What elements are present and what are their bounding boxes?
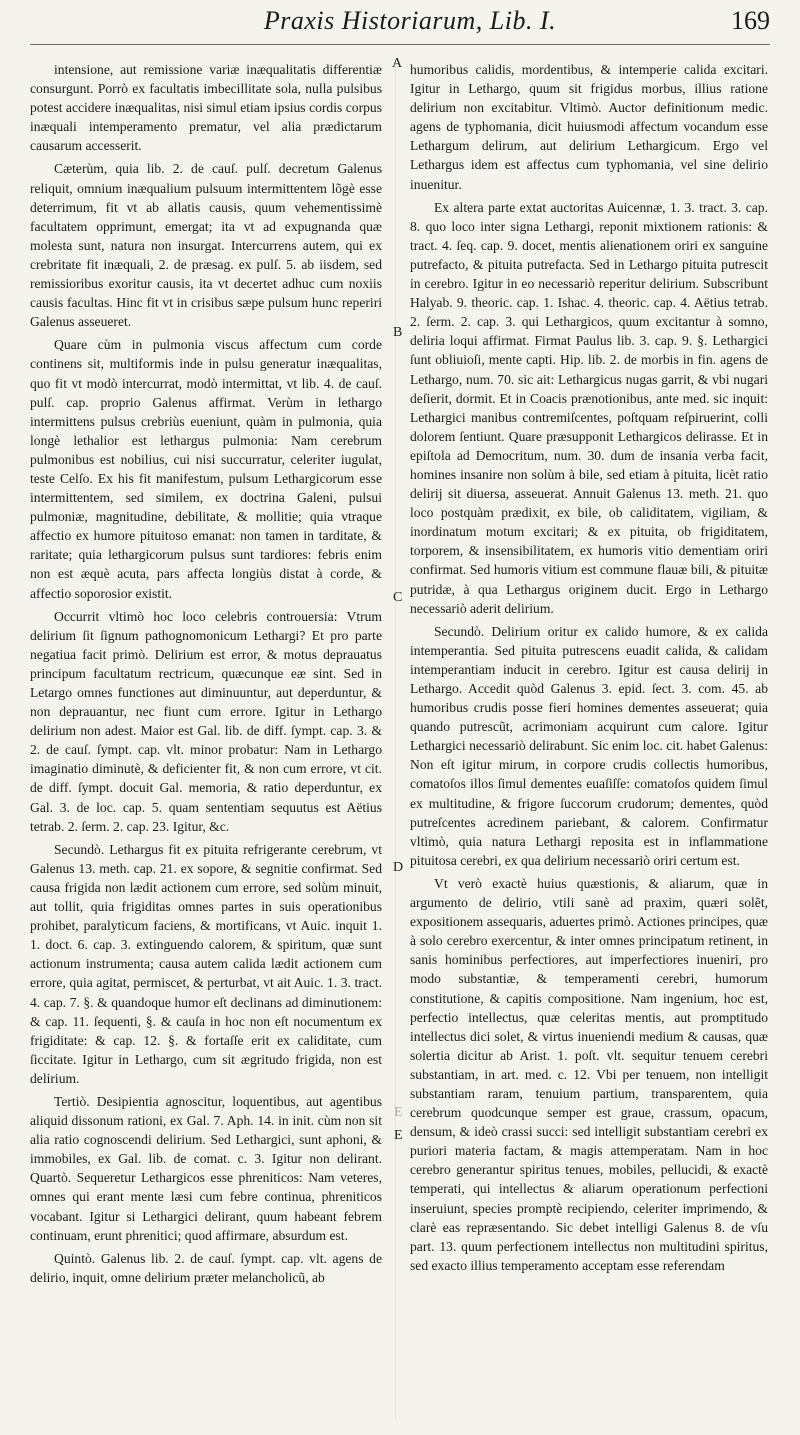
margin-letter-d: D [393, 860, 404, 875]
margin-letter-c: C [393, 590, 403, 605]
margin-letter-e: E [394, 1128, 403, 1143]
paragraph: intensione, aut remissione variæ inæqualitatis differentiæ consurgunt. Porrò ex facultatis imbecillitate sola, nulla pulsibus potest accidere inæqualitas, nisi simul etiam ipsius cordis corpus inæquali intemperamento prematur, vel alia prædictarum causarum accesserit. [30, 62, 382, 154]
paragraph: Secundò. Lethargus fit ex pituita refrigerante cerebrum, vt Galenus 13. meth. cap. 21. ex sopore, & segnitie confirmat. Sed causa frigida non lædit actionem cum errore, sed solùm minuit, aut tollit, quia frigiditas omnes partes in suis operationibus prohibet, paralyticum faciens, & mortificans, vt Auic. inquit 1. 1. doct. 6. cap. 3. extinguendo calorem, & spiritum, quæ sunt actionum instrumenta; causa autem calida lædit actionem cum errore, quia agitat, permiscet, & perturbat, vt ait Auic. 1. 3. tract. 4. cap. 7. §. & quandoque humor eſt declinans ad diminutionem: & cap. 11. ſequenti, §. & cauſa in hoc non eſt nocumentum ex frigiditate: & cap. 12. §. & fortaſſe erit ex caliditate, cum ſiccitate. Igitur in Lethargo, cum sit ægritudo frigida, non est delirium. [30, 841, 382, 1086]
margin-letter-b: B [393, 325, 403, 340]
page-header [0, 6, 800, 42]
paragraph: Tertiò. Desipientia agnoscitur, loquentibus, aut agentibus aliquid dissonum rationi, ex Gal. 7. Aph. 14. in init. cùm non sit alia ratio cognoscendi delirium. Sed Lethargici, sunt aphoni, & immobiles, ex Gal. lib. de comat. c. 3. Igitur non delirant. Quartò. Sequeretur Lethargicos esse phreniticos: Nam veteres, omnes qui erant mente læsi cum febre continua, phreniticos vocabant. Igitur si Lethargici delirant, quum habeant febrem continuam, erunt phrenitici; quod affirmare, absurdum est. [30, 1093, 382, 1243]
page-number: 169 [731, 6, 770, 35]
paragraph: Quintò. Galenus lib. 2. de cauſ. ſympt. cap. vlt. agens de delirio, inquit, omne delirium præter melancholicũ, ab [30, 1250, 382, 1285]
left-text-column [30, 60, 382, 1430]
margin-letter-e-faint: E [394, 1105, 403, 1120]
paragraph: Ex altera parte extat auctoritas Auicennæ, 1. 3. tract. 3. cap. 8. quo loco inter signa Lethargi, reponit mixtionem rationis: & tract. 4. ſeq. cap. 9. docet, mentis alienationem oriri ex sanguine putrefacto, & pituita putrefacta. Sed in Lethargo pituita putrescit in cerebro. Igitur in eo necessariò reperitur delirium. Subscribunt Halyab. 9. theoric. cap. 1. Ishac. 4. theoric. cap. 4. Aëtius tetrab. 2. ſerm. 2. cap. 3. qui Lethargicos, quum excitantur à somno, deliria loqui affirmat. Firmat Paulus lib. 3. cap. 9. §. Lethargici ſunt obliuioſi, mente capti. Hip. lib. 2. de morbis in fin. agens de Lethargo, num. 70. sic ait: Lethargicus nugas garrit, & vbi nugari deſierit, dormit. Et in Coacis prænotionibus, ante med. sic inquit: Lethargici manibus contremiſcentes, poſtquam reſpiruerint, colli dolorem ſentiunt. Quare præsupponit Lethargicos delirasse. Et in epiſtola ad Democritum, num. 30. dum de insania verba facit, homines insanire non solùm à bile, sed etiam à pituita, licèt ratio delirij sit diuersa, asseuerat. Annuit Galenus 13. meth. 21. quo loco postquàm prædixit, ex bile, ob caliditatem, vigiliam, & inordinatum motum excitari; & ex pituita, ob frigiditatem, torporem, & insensibilitatem, ex humoris vitio dementiam oriri confirmat. Sed humoris vitium est commune flauæ bili, & pituitæ putridæ, à qua Lethargus originem ducit. Ergo in Lethargo necessariò aderit delirium. [410, 199, 768, 616]
header-rule [30, 44, 770, 45]
right-text-column [410, 60, 768, 1430]
paragraph: humoribus calidis, mordentibus, & intemperie calida excitari. Igitur in Lethargo, quum sit frigidus morbus, illius ratione delirium non excitabitur. Vltimò. Auctor definitionum medic. agens de typhomania, dicit huiusmodi affectum vocandum esse Lethargum delirum, aut delirium Lethargicum. Ergo vel Lethargus idem est affectus cum typhomania, vel sine delirio inuenitur. [410, 62, 768, 192]
paragraph: Occurrit vltimò hoc loco celebris controuersia: Vtrum delirium ſit ſignum pathognomonicum Lethargi? Et pro parte negatiua facit primò. Delirium est error, & motus deprauatus principum facultatum rectricum, quæcunque eæ sint. Sed in Letargo omnes functiones aut diminuuntur, aut deperduntur, & non deprauantur, nec fiunt cum errore. Igitur in Lethargo delirium non adest. Maior est Gal. lib. de diff. ſympt. cap. 3. & 2. de cauſ. ſympt. cap. vlt. minor probatur: Nam in Lethargo imaginatio diminutè, & deficienter fit, & non cum errore, vt cit. de diff. ſympt. docuit Gal. memoria, & ratio deperduntur, ex Gal. 3. de loc. cap. 5. quam sententiam sequutus est Aëtius tetrab. 2. ſerm. 2. cap. 23. Igitur, &c. [30, 608, 382, 834]
paragraph: Vt verò exactè huius quæstionis, & aliarum, quæ in argumento de delirio, vtili sanè ad praxim, quæri solẽt, expositionem assequaris, aduertes primò. Actiones principes, quæ à solo cerebro exercentur, & inter omnes principatum retinent, in sanis hominibus perfectiores, aut imperfectiores inueniri, pro modo substantiæ, & temperamenti cerebri, humorum constitutione, & capitis compositione. Nam ingenium, hoc est, perfectio intellectus, quæ celeritas mentis, aut promptitudo intellectus dici solet, & virtus inueniendi medium & causas, quæ solertia dicitur ab Arist. 1. poſt. vlt. sequitur tenuem cerebri substantiam, in art. med. c. 12. Vbi per tenuem, non intelligit substantiam raram, tenuium partium, transparentem, quia cerebrum quodcunque semper est graue, crassum, opacum, densum, & ideò crassi succi: sed intelligit substantiam cerebri ex puriori materia factam, & magis attemperatam. Nam in hoc cerebro generantur spiritus tenues, mobiles, pellucidi, & exactè temperati, qui intellectus & aliarum operationum perfectioni inseruiunt, species promptè recipiendo, celeriter imprimendo, & clarè eas repræsentando. Sic debet intelligi Galenus 8. de vſu part. 13. quum perfectionem intellectus non multitudini spiritus, sed exacto illius temperamento acceptam esse referendam [410, 875, 768, 1273]
column-gutter [395, 60, 396, 1420]
paragraph: Quare cùm in pulmonia viscus affectum cum corde continens sit, multiformis inde in pulsu generatur inæqualitas, quo fit vt modò intercurrat, modò intermittat, vt lib. 4. de cauſ. pulſ. cap. proprio Galenus affirmat. Verùm in lethargo intermittens pulsus crebriùs eueniunt, quàm in pulmonia, quia longè lethalior est lethargus pulmonia: Nam cerebrum pulmonibus est nobilius, cui nisi succurratur, celeriter iugulat, teste Celſo. Ex his fit manifestum, pulsum Lethargicorum esse intermittentem, sed similem, ex doctrina Galeni, pulsui pulmoniæ, magnitudine, debilitate, & mollitie; quia vtraque affectio ex humore pituitoso emanat: non tamen in tarditate, & raritate; quia lethargicorum pulsus sunt tardiores: febris enim non est æquè acuta, pars affecta longiùs distat à corde, & affectio soporosior existit. [30, 337, 382, 601]
running-title: Praxis Historiarum, Lib. I. [263, 6, 557, 35]
paragraph: Secundò. Delirium oritur ex calido humore, & ex calida intemperantia. Sed pituita putrescens euadit calida, & calidam intemperantiam inducit in cerebro. Igitur est causa delirij in Lethargo. Accedit quòd Galenus 3. epid. ſect. 3. com. 45. ab humoribus crudis posse fieri homines dementes asseuerat; quia quando putrescũt, acrimoniam acquirunt cum calore. Igitur Lethargici necessariò delirabunt. Sic enim loc. cit. habet Galenus: Non eſt igitur mirum, in corpore crudis collectis humoribus, comatoſos illos ſimul dementes euaſiſſe: comatoſos quidem ſimul ex multitudine, & frigore ſuccorum crudorum; dementes, quòd putreſcentes acredinem pariebant, & calorem. Confirmatur vltimò, quia natura Lethargi reposita est in inflammatione pituitosa cerebri, ex qua delirium necessariò oriri certum est. [410, 623, 768, 868]
paragraph: Cæterùm, quia lib. 2. de cauſ. pulſ. decretum Galenus reliquit, omnium inæqualium pulsuum intermittentem lõgè esse deterrimum, fit vt ab allatis causis, quum vehementissimè facultatem opprimunt, emergat; ita vt ad expugnanda quæ molesta sunt, natura non insurgat. Intercurrens autem, qui ex crebritate fit inæquali, 2. de præsag. ex pulſ. 5. ab iisdem, sed remissioribus exoritur causis, ita vt decertet adhuc cum noxiis causis facultas. Hinc fit vt in crisibus sæpe pulsum hunc reperiri Galenus asseueret. [30, 161, 382, 330]
margin-letter-a: A [392, 56, 403, 71]
